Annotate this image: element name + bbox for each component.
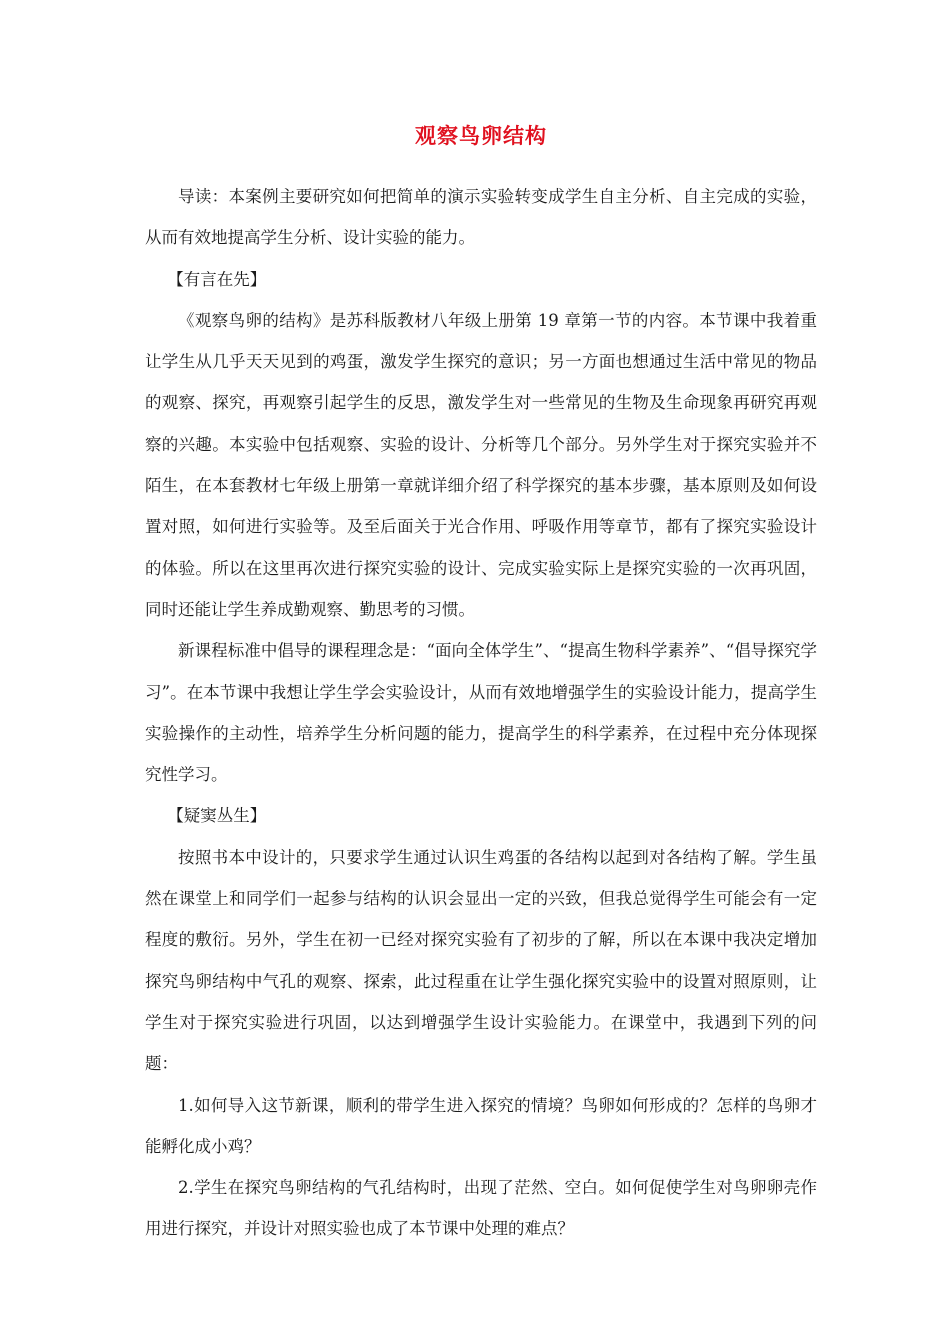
question-item-2: 2.学生在探究鸟卵结构的气孔结构时，出现了茫然、空白。如何促使学生对鸟卵卵壳作用进行探究，并设计对照实验也成了本节课中处理的难点？ [145, 1178, 817, 1239]
section-heading-questions: 【疑窦丛生】 [167, 806, 267, 826]
intro-paragraph: 导读：本案例主要研究如何把简单的演示实验转变成学生自主分析、自主完成的实验，从而有效地提高学生分析、设计实验的能力。 [145, 187, 817, 248]
preface-paragraph-2: 新课程标准中倡导的课程理念是：“面向全体学生”、“提高生物科学素养”、“倡导探究学习”。在本节课中我想让学生学会实验设计，从而有效地增强学生的实验设计能力，提高学生实验操作的主动性，培养学生分析问题的能力，提高学生的科学素养，在过程中充分体现探究性学习。 [145, 641, 817, 785]
document-title: 观察鸟卵结构 [415, 124, 547, 148]
document-page [145, 118, 817, 1250]
questions-paragraph-1: 按照书本中设计的，只要求学生通过认识生鸡蛋的各结构以起到对各结构了解。学生虽然在课堂上和同学们一起参与结构的认识会显出一定的兴致，但我总觉得学生可能会有一定程度的敷衍。另外，学生在初一已经对探究实验有了初步的了解，所以在本课中我决定增加探究鸟卵结构中气孔的观察、探索，此过程重在让学生强化探究实验中的设置对照原则，让学生对于探究实验进行巩固，以达到增强学生设计实验能力。在课堂中，我遇到下列的问题： [145, 847, 817, 1074]
question-item-1: 1.如何导入这节新课，顺利的带学生进入探究的情境？鸟卵如何形成的？怎样的鸟卵才能孵化成小鸡？ [145, 1095, 817, 1156]
section-heading-preface: 【有言在先】 [167, 269, 267, 289]
preface-paragraph-1: 《观察鸟卵的结构》是苏科版教材八年级上册第 19 章第一节的内容。本节课中我着重让学生从几乎天天见到的鸡蛋，激发学生探究的意识；另一方面也想通过生活中常见的物品的观察、探究，再观察引起学生的反思，激发学生对一些常见的生物及生命现象再研究再观察的兴趣。本实验中包括观察、实验的设计、分析等几个部分。另外学生对于探究实验并不陌生，在本套教材七年级上册第一章就详细介绍了科学探究的基本步骤，基本原则及如何设置对照，如何进行实验等。及至后面关于光合作用、呼吸作用等章节，都有了探究实验设计的体验。所以在这里再次进行探究实验的设计、完成实验实际上是探究实验的一次再巩固，同时还能让学生养成勤观察、勤思考的习惯。 [145, 310, 817, 619]
